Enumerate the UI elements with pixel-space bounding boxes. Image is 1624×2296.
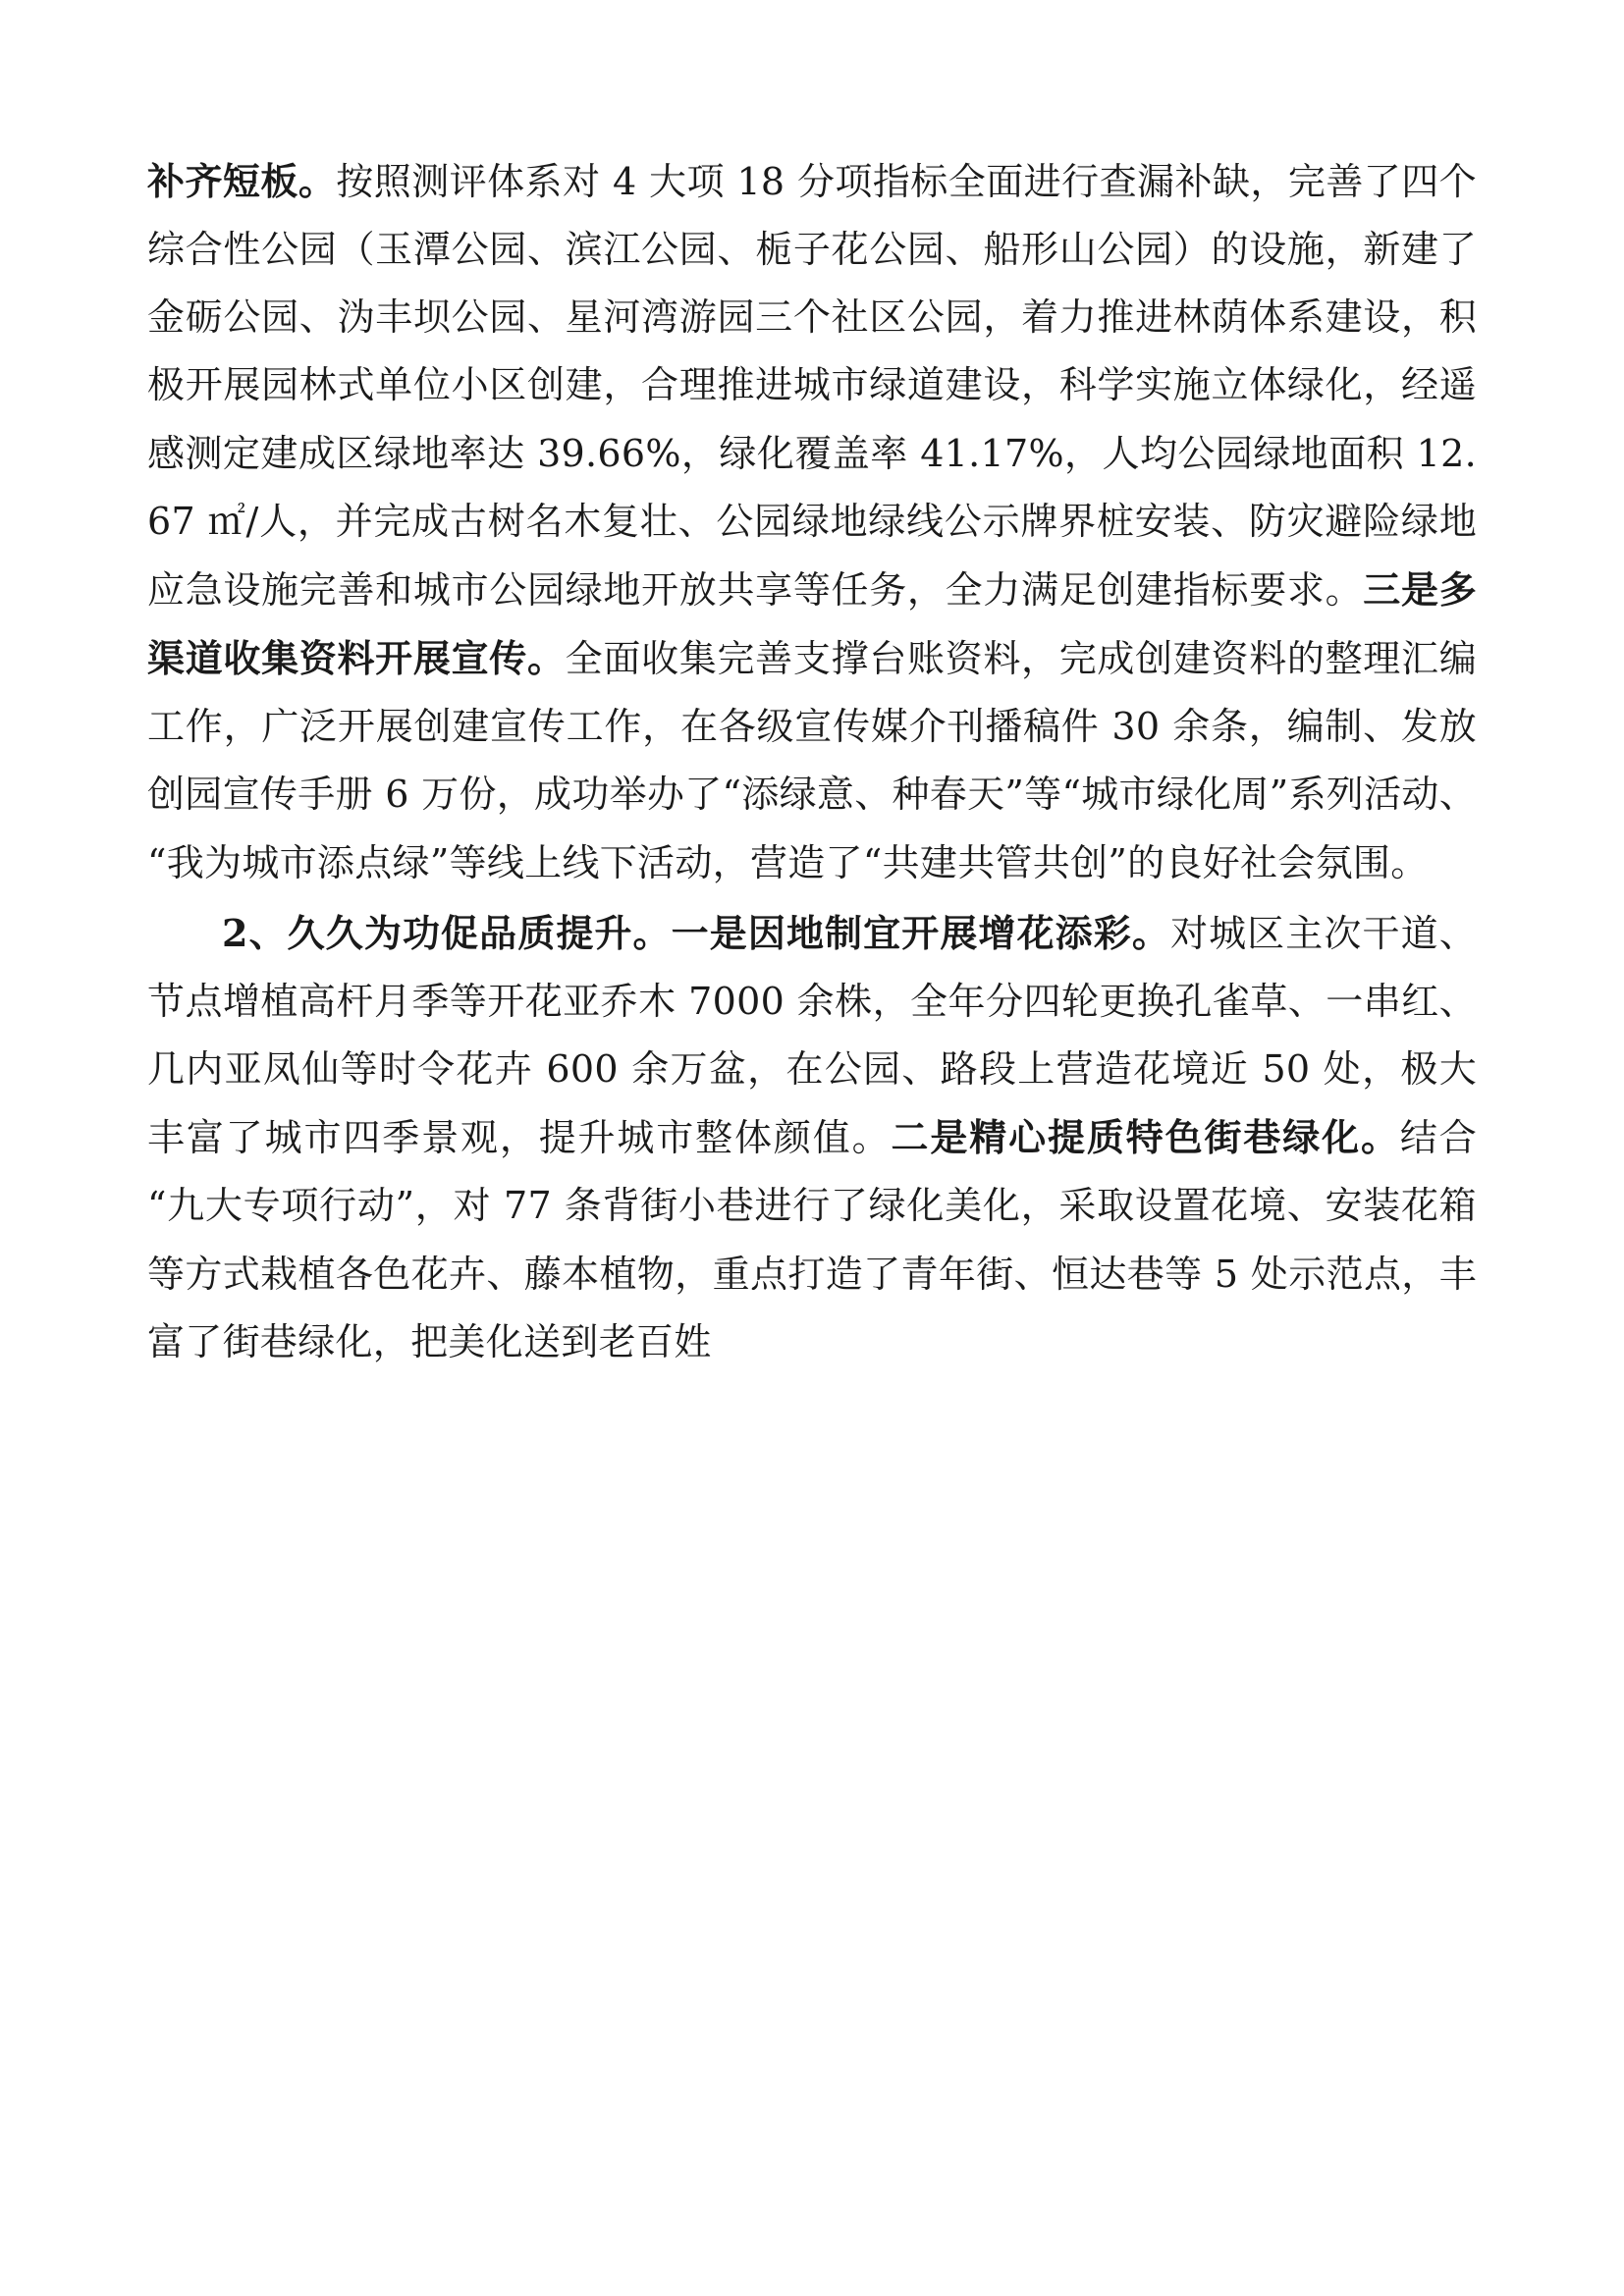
emphasis-run-3: 二是精心提质特色街巷绿化。 (891, 1115, 1400, 1160)
text-run-4: 全面收集完善支撑台账资料，完成创建资料的整理汇编工作，广泛开展创建宣传工作，在各级宣传媒介刊播稿件 30 余条，编制、发放创园宣传手册 6 万份，成功举办了“添绿意、种春天”等“城市绿化周”系列活动、“我为城市添点绿”等线上线下活动，营造了“共建共管共创”的良好社会氛围。 (147, 637, 1477, 884)
emphasis-run-1: 补齐短板。 (147, 159, 337, 203)
paragraph-2 (147, 899, 1477, 1376)
text-run-2: 按照测评体系对 4 大项 18 分项指标全面进行查漏补缺，完善了四个综合性公园（玉潭公园、滨江公园、栀子花公园、船形山公园）的设施，新建了金砺公园、沩丰坝公园、星河湾游园三个社区公园，着力推进林荫体系建设，积极开展园林式单位小区创建，合理推进城市绿道建设，科学实施立体绿化，经遥感测定建成区绿地率达 39.66%，绿化覆盖率 41.17%，人均公园绿地面积 12.67 ㎡/人，并完成古树名木复壮、公园绿地绿线公示牌界桩安装、防灾避险绿地应急设施完善和城市公园绿地开放共享等任务，全力满足创建指标要求。 (147, 160, 1477, 612)
document-body (147, 147, 1477, 1376)
emphasis-run-1: 2、久久为功促品质提升。一是因地制宜开展增花添彩。 (222, 910, 1170, 955)
text-run-4: 结合“九大专项行动”，对 77 条背街小巷进行了绿化美化，采取设置花境、安装花箱等方式栽植各色花卉、藤本植物，重点打造了青年街、恒达巷等 5 处示范点，丰富了街巷绿化，把美化送到老百姓 (147, 1116, 1477, 1363)
paragraph-1 (147, 147, 1477, 897)
text-run-2: 对城区主次干道、节点增植高杆月季等开花亚乔木 7000 余株，全年分四轮更换孔雀草、一串红、几内亚凤仙等时令花卉 600 余万盆，在公园、路段上营造花境近 50 处，极大丰富了城市四季景观，提升城市整体颜值。 (147, 911, 1477, 1160)
emphasis-run-3: 三是多渠道收集资料开展宣传。 (147, 566, 1477, 681)
